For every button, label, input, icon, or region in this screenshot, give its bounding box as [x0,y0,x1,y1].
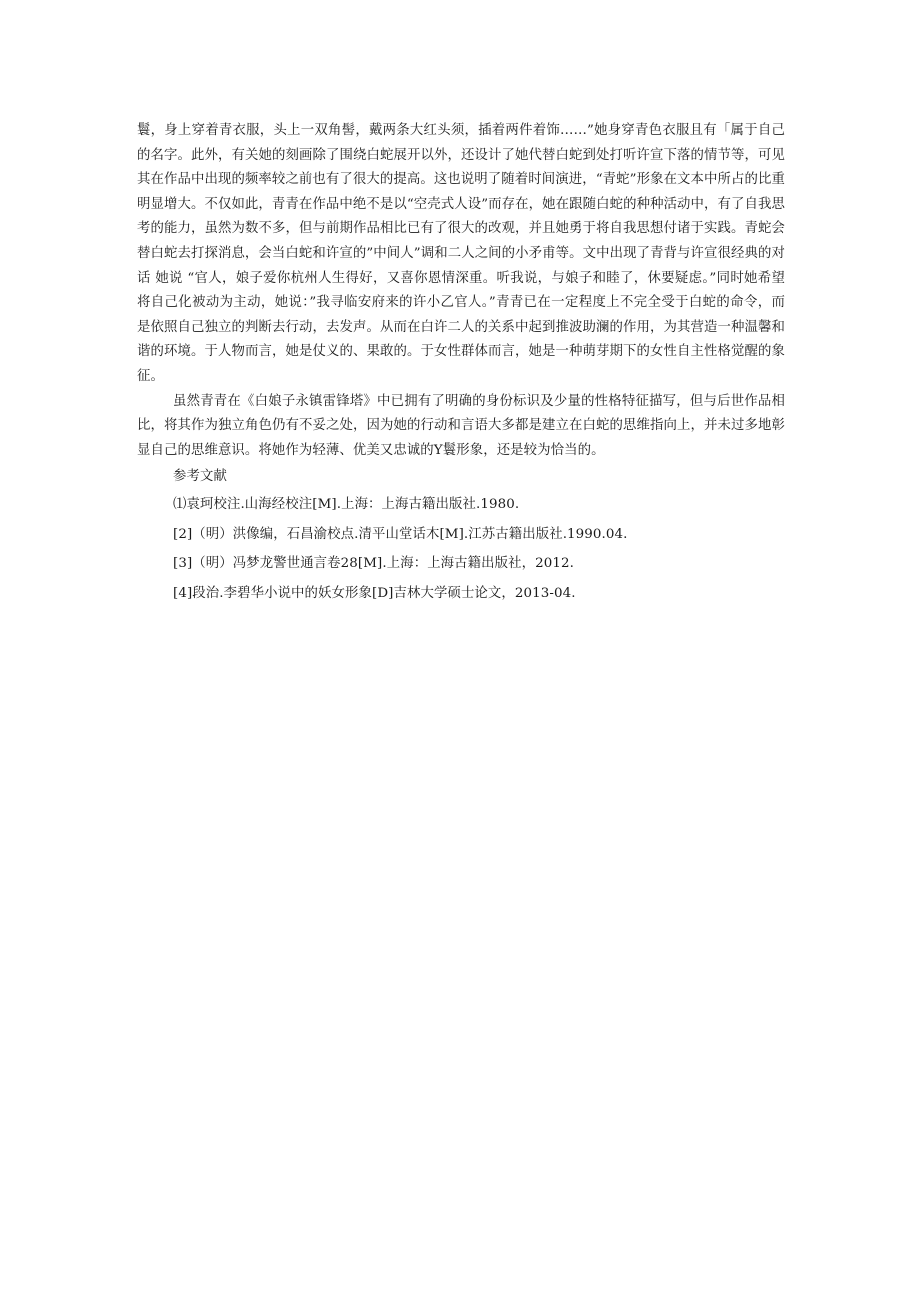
body-paragraph: 虽然青青在《白娘子永镇雷锋塔》中已拥有了明确的身份标识及少量的性格特征描写，但与后世作品相比，将其作为独立角色仍有不妥之处，因为她的行动和言语大多都是建立在白蛇的思维指向上，并未过多地彰显自己的思维意识。将她作为轻薄、优美又忠诚的Y鬟形象，还是较为恰当的。 [137,393,785,458]
reference-item: [4]段治.李碧华小说中的妖女形象[D]吉林大学硕士论文，2013-04. [173,585,576,601]
references-list [137,490,785,608]
references-heading: 参考文献 [173,469,227,485]
reference-item: [3]（明）冯梦龙警世通言卷28[M].上海：上海古籍出版社，2012. [173,556,574,572]
document-body [137,119,785,608]
reference-item: [2]（明）洪像编，石昌渝校点.清平山堂话木[M].江苏古籍出版社.1990.04. [173,526,628,542]
body-paragraph: 鬟，身上穿着青衣服，头上一双角髻，戴两条大红头须，插着两件着饰……”她身穿青色衣服且有「属于自己的名字。此外，有关她的刻画除了围绕白蛇展开以外，还设计了她代替白蛇到处打听许宣下落的情节等，可见其在作品中出现的频率较之前也有了很大的提高。这也说明了随着时间演进，“青蛇”形象在文本中所占的比重明显增大。不仅如此，青青在作品中绝不是以“空壳式人设”而存在，她在跟随白蛇的种种活动中，有了自我思考的能力，虽然为数不多，但与前期作品相比已有了很大的改观，并且她勇于将自我思想付诸于实践。青蛇会替白蛇去打探消息，会当白蛇和许宣的”中间人”调和二人之间的小矛甫等。文中出现了青背与许宣很经典的对话 她说 “官人，娘子爱你杭州人生得好，又喜你恩情深重。听我说，与娘子和睦了，休要疑虑。”同时她希望将自己化被动为主动，她说：”我寻临安府来的许小乙官人。”青青已在一定程度上不完全受于白蛇的命令，而是依照自己独立的判断去行动，去发声。从而在白许二人的关系中起到推波助澜的作用，为其营造一种温馨和谐的环境。于人物而言，她是仗义的、果敢的。于女性群体而言，她是一种萌芽期下的女性自主性格觉醒的象征。 [137,123,785,384]
reference-item: ⑴袁珂校注.山海经校注[M].上海：上海古籍出版社.1980. [173,497,520,513]
